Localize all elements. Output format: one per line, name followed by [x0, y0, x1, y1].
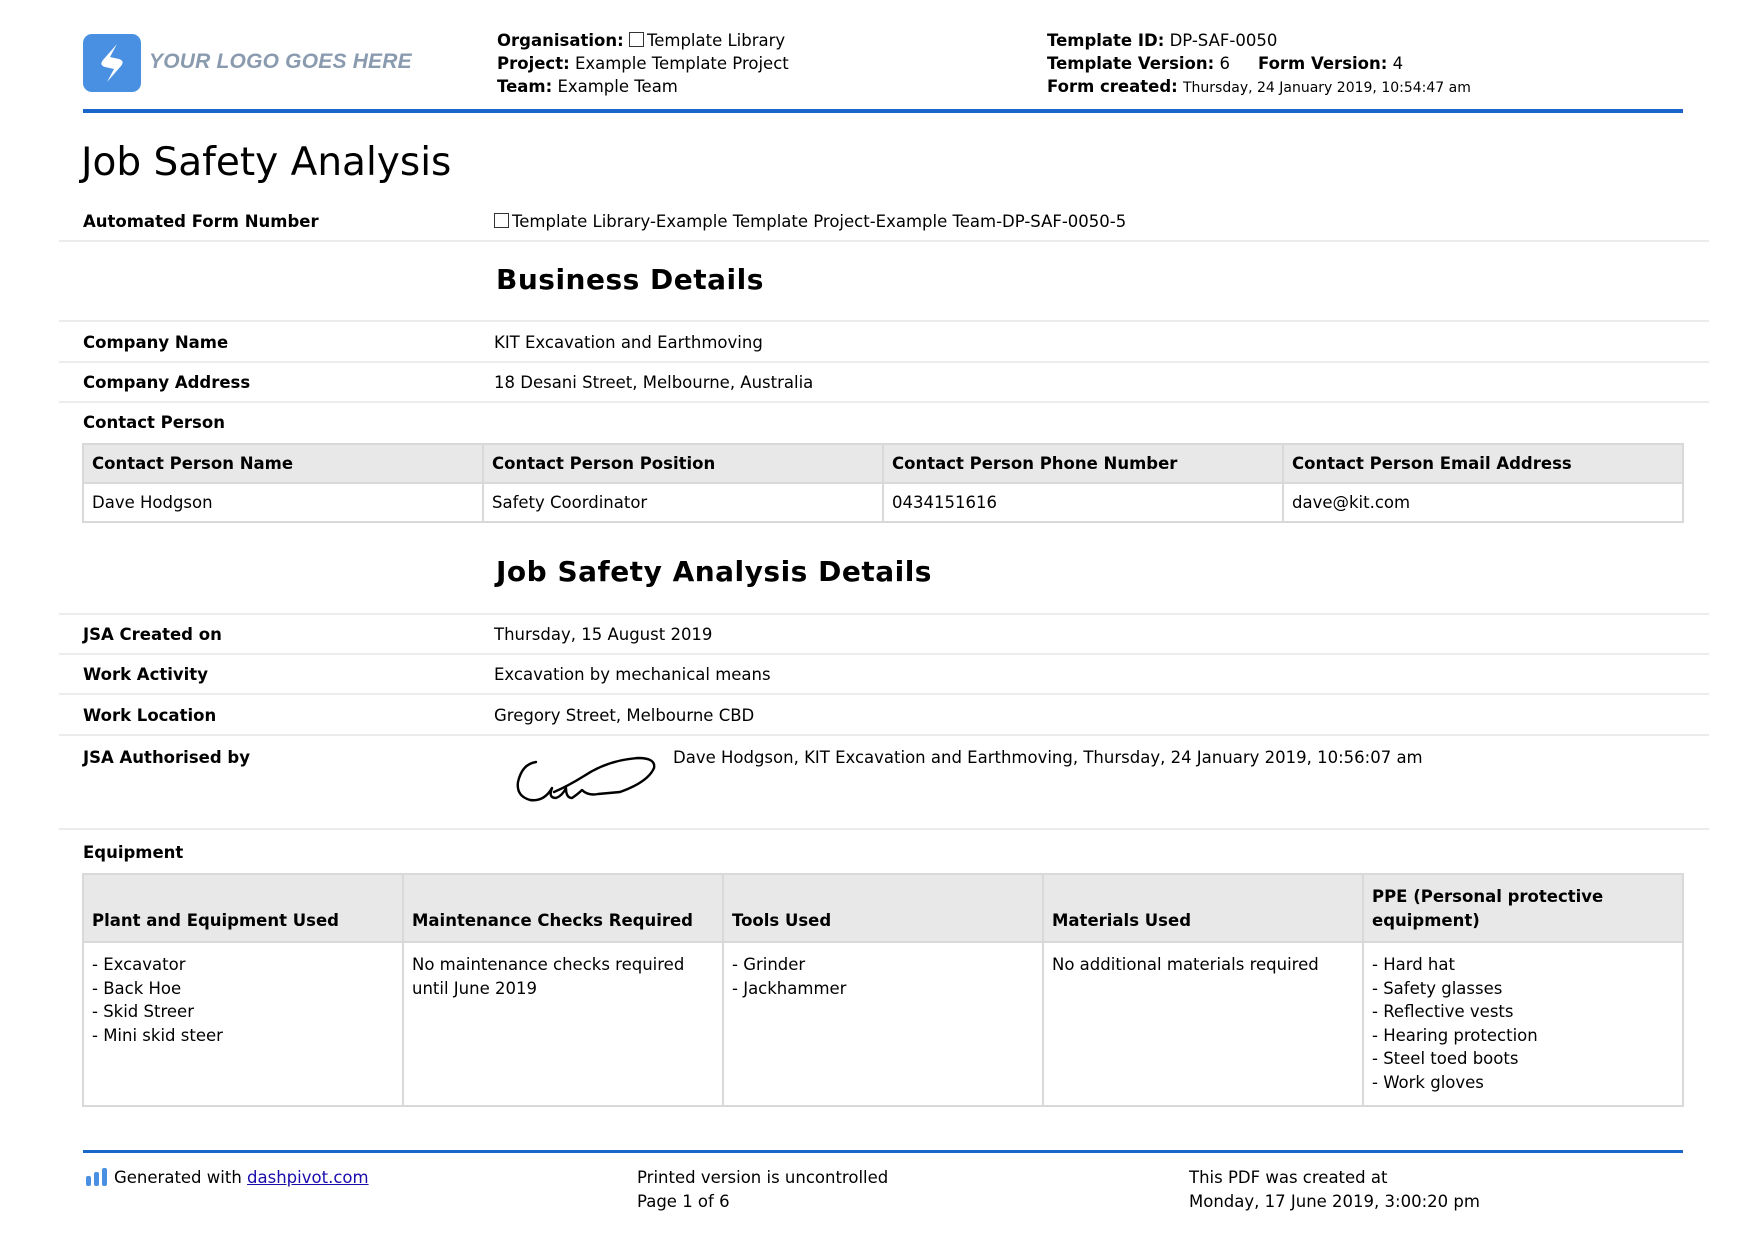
company-name-value: KIT Excavation and Earthmoving	[494, 333, 763, 352]
form-version-value: 4	[1392, 54, 1404, 73]
tools-used-cell	[723, 942, 1043, 1106]
divider	[59, 240, 1709, 242]
ppe-header: PPE (Personal protective equipment)	[1363, 874, 1683, 942]
jsa-details-heading: Job Safety Analysis Details	[496, 555, 932, 588]
generated-prefix: Generated with	[114, 1168, 242, 1187]
divider	[59, 320, 1709, 322]
organisation-label: Organisation:	[497, 31, 624, 50]
company-address-label: Company Address	[83, 373, 251, 392]
list-item: - Grinder	[732, 955, 806, 974]
page-number: Page 1 of 6	[637, 1191, 730, 1211]
printed-notice: Printed version is uncontrolled	[637, 1168, 889, 1187]
equipment-label: Equipment	[83, 843, 184, 862]
logo-icon	[83, 34, 141, 92]
template-version-label: Template Version:	[1047, 54, 1215, 73]
contact-email-cell: dave@kit.com	[1283, 483, 1683, 522]
contact-phone-cell: 0434151616	[883, 483, 1283, 522]
form-created-value: Thursday, 24 January 2019, 10:54:47 am	[1183, 80, 1471, 96]
business-details-heading: Business Details	[496, 263, 764, 296]
list-item: No additional materials required	[1052, 955, 1319, 974]
materials-used-cell	[1043, 942, 1363, 1106]
footer-printed	[637, 1166, 888, 1213]
list-item: - Skid Streer	[92, 1002, 194, 1022]
jsa-authorised-value: Dave Hodgson, KIT Excavation and Earthmoving, Thursday, 24 January 2019, 10:56:07 am	[673, 748, 1423, 767]
list-item: - Safety glasses	[1372, 978, 1503, 998]
divider	[59, 734, 1709, 736]
table-header-row	[83, 874, 1683, 942]
list-item: - Excavator	[92, 955, 186, 974]
logo-text: YOUR LOGO GOES HERE	[149, 50, 412, 73]
automated-form-number-value	[494, 212, 1126, 231]
contact-person-label: Contact Person	[83, 413, 225, 432]
footer-generated	[86, 1166, 369, 1190]
work-location-value: Gregory Street, Melbourne CBD	[494, 706, 755, 725]
contact-person-table	[82, 443, 1684, 523]
header-divider	[83, 109, 1683, 113]
list-item: until June 2019	[412, 978, 537, 998]
form-version-label: Form Version:	[1257, 54, 1388, 73]
divider	[59, 401, 1709, 403]
work-activity-label: Work Activity	[83, 665, 208, 684]
pdf-created-date: Monday, 17 June 2019, 3:00:20 pm	[1189, 1191, 1480, 1211]
materials-used-header: Materials Used	[1043, 874, 1363, 942]
list-item: - Back Hoe	[92, 978, 182, 998]
page-title: Job Safety Analysis	[81, 140, 452, 185]
contact-phone-header: Contact Person Phone Number	[883, 444, 1283, 483]
contact-position-cell: Safety Coordinator	[483, 483, 883, 522]
team-value: Example Team	[557, 77, 678, 96]
work-location-label: Work Location	[83, 706, 217, 725]
contact-name-cell: Dave Hodgson	[83, 483, 483, 522]
contact-position-header: Contact Person Position	[483, 444, 883, 483]
header-meta-right	[1047, 29, 1471, 100]
list-item: - Jackhammer	[732, 978, 847, 998]
signature-image	[508, 748, 658, 808]
list-item: - Mini skid steer	[92, 1025, 223, 1045]
dashpivot-link[interactable]: dashpivot.com	[247, 1168, 369, 1187]
plant-equipment-header: Plant and Equipment Used	[83, 874, 403, 942]
placeholder-icon	[494, 213, 509, 228]
divider	[59, 613, 1709, 615]
list-item: - Work gloves	[1372, 1072, 1484, 1092]
list-item: - Hearing protection	[1372, 1025, 1538, 1045]
equipment-table	[82, 873, 1684, 1107]
ppe-cell	[1363, 942, 1683, 1106]
maintenance-checks-cell	[403, 942, 723, 1106]
contact-email-header: Contact Person Email Address	[1283, 444, 1683, 483]
divider	[59, 693, 1709, 695]
placeholder-icon	[629, 32, 644, 47]
automated-form-number-text: Template Library-Example Template Project-Example Team-DP-SAF-0050-5	[512, 212, 1127, 231]
divider	[59, 653, 1709, 655]
team-label: Team:	[497, 77, 553, 96]
footer-divider	[83, 1150, 1683, 1153]
table-header-row	[83, 444, 1683, 483]
organisation-value: Template Library	[646, 31, 786, 50]
jsa-authorised-label: JSA Authorised by	[83, 748, 250, 767]
jsa-created-value: Thursday, 15 August 2019	[494, 625, 713, 644]
project-value: Example Template Project	[574, 54, 789, 73]
pdf-created-label: This PDF was created at	[1189, 1168, 1388, 1187]
dashpivot-icon	[86, 1168, 108, 1186]
template-id-label: Template ID:	[1047, 31, 1165, 50]
jsa-created-label: JSA Created on	[83, 625, 222, 644]
header-meta-left	[497, 29, 789, 98]
form-created-label: Form created:	[1047, 77, 1178, 96]
table-row	[83, 942, 1683, 1106]
plant-equipment-cell	[83, 942, 403, 1106]
company-name-label: Company Name	[83, 333, 229, 352]
company-address-value: 18 Desani Street, Melbourne, Australia	[494, 373, 814, 392]
footer-pdf-created	[1189, 1166, 1480, 1213]
work-activity-value: Excavation by mechanical means	[494, 665, 771, 684]
project-label: Project:	[497, 54, 570, 73]
template-id-value: DP-SAF-0050	[1169, 31, 1278, 50]
list-item: - Hard hat	[1372, 955, 1455, 974]
divider	[59, 361, 1709, 363]
list-item: - Reflective vests	[1372, 1002, 1514, 1022]
divider	[59, 828, 1709, 830]
list-item: No maintenance checks required	[412, 955, 685, 974]
list-item: - Steel toed boots	[1372, 1049, 1519, 1069]
table-row	[83, 483, 1683, 522]
automated-form-number-label: Automated Form Number	[83, 212, 319, 231]
tools-used-header: Tools Used	[723, 874, 1043, 942]
template-version-value: 6	[1219, 54, 1230, 73]
maintenance-checks-header: Maintenance Checks Required	[403, 874, 723, 942]
contact-name-header: Contact Person Name	[83, 444, 483, 483]
